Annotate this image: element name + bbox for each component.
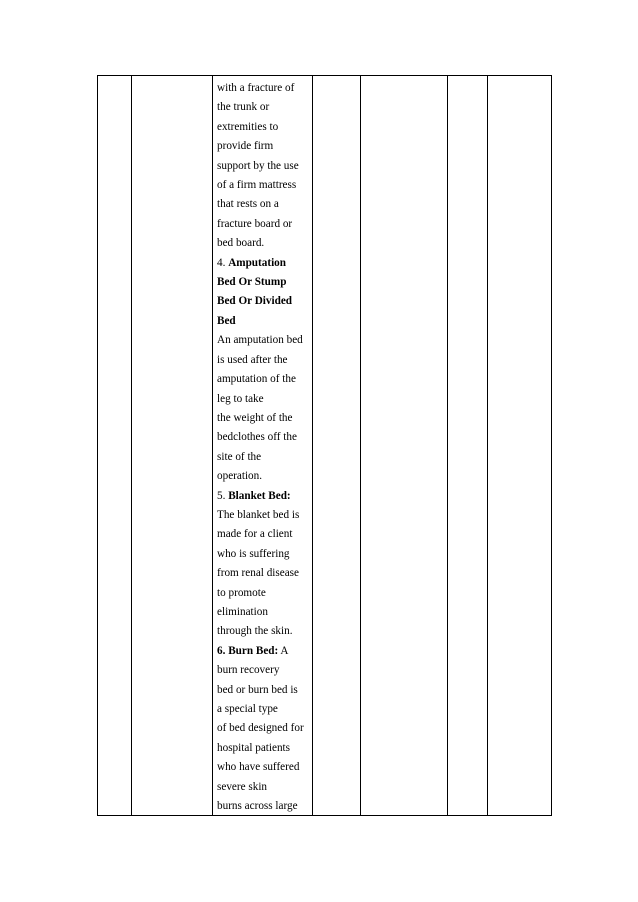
text-run: who have suffered bbox=[217, 761, 300, 774]
text-line bbox=[217, 564, 313, 583]
text-line bbox=[217, 661, 313, 680]
text-line bbox=[217, 79, 313, 98]
text-run: provide firm bbox=[217, 140, 274, 153]
text-run: from renal disease bbox=[217, 567, 300, 580]
text-run: bed board. bbox=[217, 237, 265, 250]
text-line bbox=[217, 603, 313, 622]
text-run: operation. bbox=[217, 470, 263, 483]
text-run: 4. bbox=[217, 256, 229, 269]
text-line bbox=[217, 506, 313, 525]
text-run: fracture board or bbox=[217, 217, 293, 230]
text-line bbox=[217, 234, 313, 253]
text-line bbox=[217, 254, 313, 273]
text-line bbox=[217, 428, 313, 447]
document-table bbox=[97, 75, 552, 816]
text-run: a special type bbox=[217, 703, 278, 715]
text-run: the trunk or bbox=[217, 101, 270, 114]
text-line bbox=[217, 351, 313, 370]
text-run: extremities to bbox=[217, 120, 279, 133]
text-run: of a firm mattress bbox=[217, 179, 297, 192]
column-divider bbox=[360, 76, 361, 815]
column-divider bbox=[131, 76, 132, 815]
text-line bbox=[217, 797, 313, 816]
text-run: An amputation bed bbox=[217, 334, 303, 347]
text-run: the weight of the bbox=[217, 411, 293, 424]
text-run: The blanket bed is bbox=[217, 508, 300, 521]
text-run: elimination bbox=[217, 605, 268, 618]
text-run: made for a client bbox=[217, 528, 293, 541]
text-run: support by the use bbox=[217, 159, 299, 172]
text-line bbox=[217, 700, 313, 719]
text-line bbox=[217, 390, 313, 409]
text-run: is used after the bbox=[217, 353, 288, 366]
text-line bbox=[217, 719, 313, 738]
text-line bbox=[217, 273, 313, 292]
text-run: amputation of the bbox=[217, 373, 296, 386]
bold-text-run: Bed bbox=[217, 314, 236, 327]
text-line bbox=[217, 642, 313, 661]
text-run: severe skin bbox=[217, 780, 268, 793]
column-divider bbox=[212, 76, 213, 815]
text-line bbox=[217, 545, 313, 564]
bold-text-run: 6. Burn Bed: bbox=[217, 644, 279, 657]
text-run: that rests on a bbox=[217, 198, 279, 211]
text-line bbox=[217, 157, 313, 176]
text-line bbox=[217, 778, 313, 797]
text-run: site of the bbox=[217, 450, 262, 463]
text-line bbox=[217, 370, 313, 389]
text-line bbox=[217, 137, 313, 156]
text-line bbox=[217, 176, 313, 195]
text-run: burn recovery bbox=[217, 664, 280, 677]
text-line bbox=[217, 195, 313, 214]
text-line bbox=[217, 739, 313, 758]
text-line bbox=[217, 292, 313, 311]
text-run: burns across large bbox=[217, 800, 298, 813]
text-run: leg to take bbox=[217, 392, 264, 405]
text-line bbox=[217, 215, 313, 234]
text-line bbox=[217, 331, 313, 350]
text-line bbox=[217, 622, 313, 641]
text-line bbox=[217, 758, 313, 777]
text-run: 5. bbox=[217, 489, 229, 502]
text-line bbox=[217, 487, 313, 506]
column-divider bbox=[447, 76, 448, 815]
text-run: of bed designed for bbox=[217, 722, 304, 735]
column-divider bbox=[487, 76, 488, 815]
text-run: bedclothes off the bbox=[217, 431, 297, 444]
text-run: who is suffering bbox=[217, 547, 290, 560]
text-run: through the skin. bbox=[217, 625, 293, 638]
bold-text-run: Bed Or Stump bbox=[217, 276, 287, 289]
text-line bbox=[217, 681, 313, 700]
text-line bbox=[217, 409, 313, 428]
text-line bbox=[217, 467, 313, 486]
bold-text-run: Amputation bbox=[228, 256, 286, 269]
text-run: to promote bbox=[217, 586, 266, 599]
text-run: with a fracture of bbox=[217, 82, 295, 94]
text-run: hospital patients bbox=[217, 741, 291, 754]
text-line bbox=[217, 312, 313, 331]
text-line bbox=[217, 98, 313, 117]
text-line bbox=[217, 584, 313, 603]
text-run: A bbox=[278, 644, 289, 657]
text-line bbox=[217, 448, 313, 467]
text-line bbox=[217, 118, 313, 137]
bold-text-run: Blanket Bed: bbox=[228, 489, 291, 502]
text-line bbox=[217, 525, 313, 544]
bed-types-text-cell bbox=[217, 79, 313, 816]
bold-text-run: Bed Or Divided bbox=[217, 295, 293, 308]
text-run: bed or burn bed is bbox=[217, 683, 298, 696]
